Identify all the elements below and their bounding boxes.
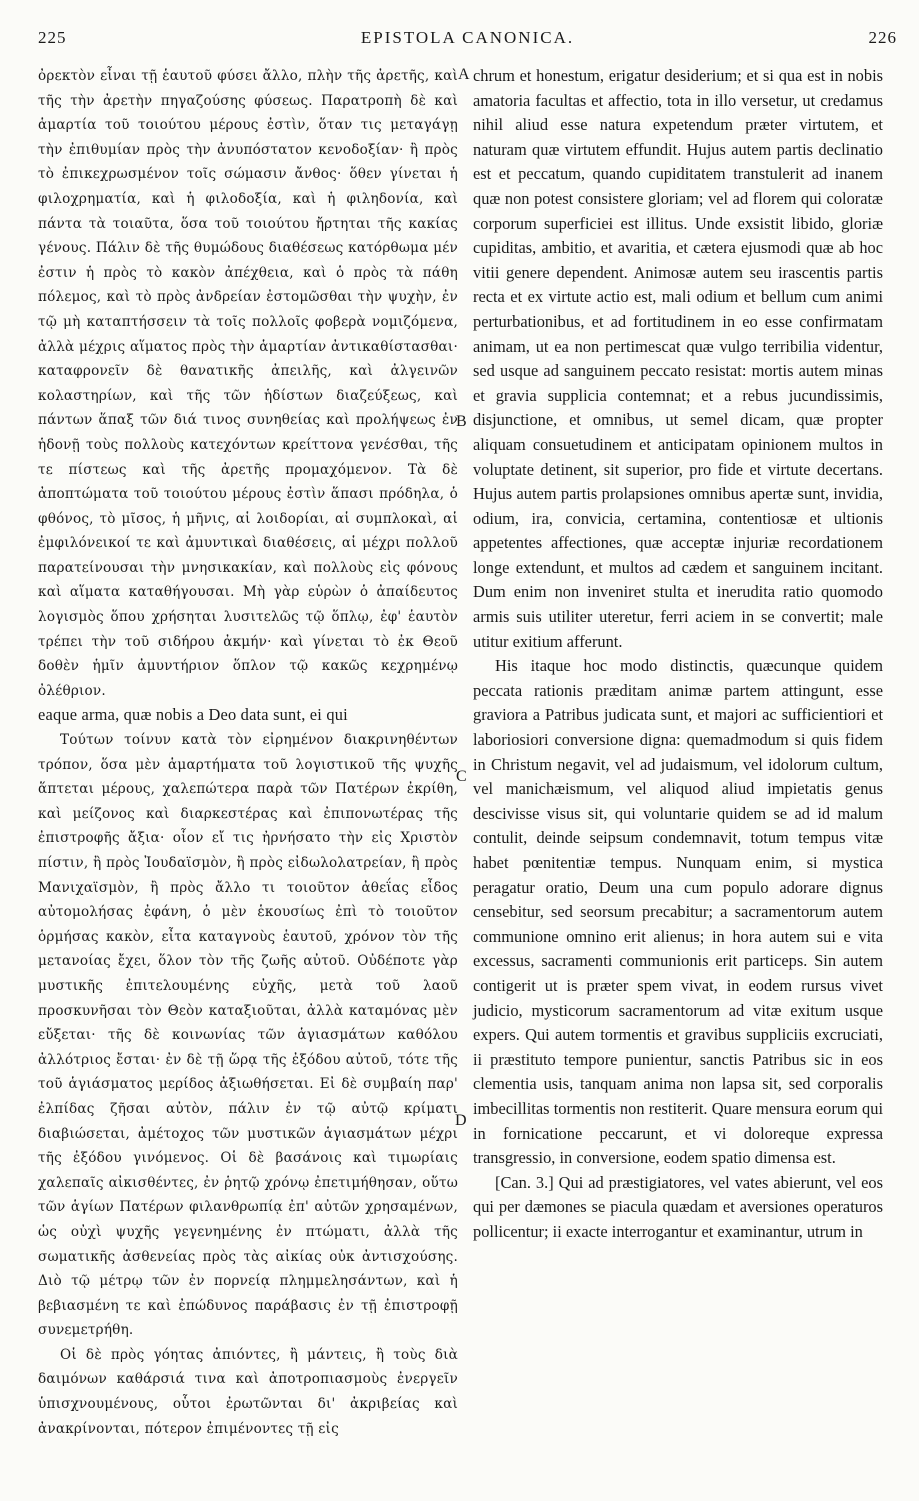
latin-column: [473, 64, 883, 1245]
greek-paragraph-2: Τούτων τοίνυν κατὰ τὸν εἰρημένον διακρινηθέντων τρόπον, ὅσα μὲν ἁμαρτήματα τοῦ λογιστικοῦ τῆς ψυχῆς ἅπτεται μέρους, χαλεπώτερα παρὰ τῶν Πατέρων ἐκρίθη, καὶ μείζονος καὶ διαρκεστέρας καὶ ἐπιπονωτέρας τῆς ἐπιστροφῆς ἄξια· οἷον εἴ τις ἠρνήσατο τὴν εἰς Χριστὸν πίστιν, ἢ πρὸς Ἰουδαϊσμὸν, ἢ πρὸς εἰδωλολατρείαν, ἢ πρὸς Μανιχαϊσμὸν, ἢ πρὸς ἄλλο τι τοιοῦτον ἀθεΐας εἶδος αὐτομολήσας ἐφάνη, ὁ μὲν ἑκουσίως ἐπὶ τὸ τοιοῦτον ὁρμήσας κακὸν, εἶτα καταγνοὺς ἑαυτοῦ, χρόνον τὸν τῆς μετανοίας ἔχει, ὅλον τὸν τῆς ζωῆς αὐτοῦ. Οὐδέποτε γὰρ μυστικῆς ἐπιτελουμένης εὐχῆς, μετὰ τοῦ λαοῦ προσκυνῆσαι τὸν Θεὸν καταξιοῦται, ἀλλὰ καταμόνας μὲν εὔξεται· τῆς δὲ κοινωνίας τῶν ἁγιασμάτων καθόλου ἀλλότριος ἔσται· ἐν δὲ τῇ ὥρᾳ τῆς ἐξόδου αὐτοῦ, τότε τῆς τοῦ ἁγιάσματος μερίδος ἀξιωθήσεται. Εἰ δὲ συμβαίη παρ' ἐλπίδας ζῆσαι αὐτὸν, πάλιν ἐν τῷ αὐτῷ κρίματι διαβιώσεται, ἀμέτοχος τῶν μυστικῶν ἁγιασμάτων μέχρι τῆς ἐξόδου γινόμενος. Οἱ δὲ βασάνοις καὶ τιμωρίαις χαλεπαῖς αἰκισθέντες, ἐν ῥητῷ χρόνῳ ἐπετιμήθησαν, οὕτω τῶν ἁγίων Πατέρων φιλανθρωπίᾳ ἐπ' αὐτῶν χρησαμένων, ὡς οὐχὶ ψυχῆς γεγενημένης ἐν πτώματι, ἀλλὰ τῆς σωματικῆς ἀσθενείας πρὸς τὰς αἰκίας οὐκ ἀντισχούσης. Διὸ τῷ μέτρῳ τῶν ἐν πορνείᾳ πλημμελησάντων, καὶ ἡ βεβιασμένη τε καὶ ἐπώδυνος παράβασις ἐν τῇ ἐπιστροφῇ συνεμετρήθη.: [38, 732, 458, 1339]
margin-marker-a: A: [458, 66, 470, 83]
latin-paragraph-3: [Can. 3.] Qui ad præstigiatores, vel vates abierunt, vel eos qui per dæmones se piacula quædam et aversiones operaturos pollicentur; ii exacte interrogantur et examinantur, utrum in: [473, 1172, 883, 1241]
margin-marker-c: C: [456, 768, 467, 785]
page-header: [38, 28, 897, 58]
running-title: EPISTOLA CANONICA.: [360, 28, 575, 47]
greek-paragraph-3: Οἱ δὲ πρὸς γόητας ἀπιόντες, ἢ μάντεις, ἢ τοὺς διὰ δαιμόνων καθάρσιά τινα καὶ ἀποτροπιασμοὺς ἐνεργεῖν ὑπισχνουμένους, οὗτοι ἐρωτῶνται δι' ἀκριβείας καὶ ἀνακρίνονται, πότερον ἐπιμένοντες τῇ εἰς: [38, 1346, 458, 1437]
latin-paragraph-1: chrum et honestum, erigatur desiderium; et si qua est in nobis amatoria facultas et affectio, tota in illo versetur, ut credamus nihil aliud esse natura expetendum præter virtutem, et naturam quæ virtutem effundit. Hujus autem partis declinatio est et peccatum, quando cupiditatem transtulerit ad inanem quæ non potest consistere gloriam; vel ad florem qui coloratæ corporum superficiei est illitus. Unde exsistit libido, gloriæ cupiditas, ambitio, et avaritia, et cætera ejusmodi quæ ab hoc vitii genere dependent. Animosæ autem seu irascentis partis recta et ex virtute actio est, mali odium et bellum cum animi perturbationibus, et ad fortitudinem in eo esse confirmatam animam, ut ea non pertimescat quæ vulgo terribilia videntur, sed usque ad sanguinem peccato resistat: mortis autem minas et gravia supplicia contemnat; et a rebus jucundissimis, disjunctione, et omnibus, ut semel dicam, quæ propter aliquam consuetudinem et anticipatam opinionem multos in voluptate detinent, sit superior, pro fide et virtute decertans. Hujus autem partis prolapsiones omnibus apertæ sunt, invidia, odium, ira, convicia, certamina, contentiosæ et ultionis appetentes affectiones, quæ acceptæ injuriæ recordationem longe extendunt, et multos ad cædem et sanguinem incitant. Dum enim non inveniret stulta et inerudita ratio quomodo armis suis utiliter uteretur, ferri aciem in se convertit; male utitur exitium afferunt.: [473, 66, 883, 651]
greek-paragraph-1: ὀρεκτὸν εἶναι τῇ ἑαυτοῦ φύσει ἄλλο, πλὴν τῆς ἀρετῆς, καὶ τῆς τὴν ἀρετὴν πηγαζούσης φύσεως. Παρατροπὴ δὲ καὶ ἁμαρτία τοῦ τοιούτου μέρους ἐστὶν, ὅταν τις μεταγάγῃ τὴν ἐπιθυμίαν πρὸς τὴν ἀνυπόστατον κενοδοξίαν· ἢ πρὸς τὸ ἐπικεχρωσμένον τοῖς σώμασιν ἄνθος· ὅθεν γίνεται ἡ φιλοχρηματία, καὶ ἡ φιλοδοξία, καὶ ἡ φιληδονία, καὶ πάντα τὰ τοιαῦτα, ὅσα τοῦ τοιούτου ἤρτηται τῆς κακίας γένους. Πάλιν δὲ τῆς θυμώδους διαθέσεως κατόρθωμα μέν ἐστιν ἡ πρὸς τὸ κακὸν ἀπέχθεια, καὶ ὁ πρὸς τὰ πάθη πόλεμος, καὶ τὸ πρὸς ἀνδρείαν ἐστομῶσθαι τὴν ψυχὴν, ἐν τῷ μὴ καταπτήσσειν τὰ τοῖς πολλοῖς φοβερὰ νομιζόμενα, ἀλλὰ μέχρις αἵματος πρὸς τὴν ἁμαρτίαν ἀντικαθίστασθαι· καταφρονεῖν δὲ θανατικῆς ἀπειλῆς, καὶ ἀλγεινῶν κολαστηρίων, καὶ τῆς τῶν ἡδίστων διαζεύξεως, καὶ πάντων ἅπαξ τῶν διά τινος συνηθείας καὶ προλήψεως ἐν ἡδονῇ τοὺς πολλοὺς κατεχόντων κρείττονα γενέσθαι, τῆς τε πίστεως καὶ τῆς ἀρετῆς προμαχόμενον. Τὰ δὲ ἀποπτώματα τοῦ τοιούτου μέρους ἐστὶν ἅπασι πρόδηλα, ὁ φθόνος, τὸ μῖσος, ἡ μῆνις, αἱ λοιδορίαι, αἱ συμπλοκαὶ, αἱ ἐμφιλόνεικοί τε καὶ ἀμυντικαὶ διαθέσεις, αἱ μέχρι πολλοῦ παρατείνουσαι τὴν μνησικακίαν, καὶ πολλοὺς εἰς φόνους καὶ αἵματα καταθήγουσαι. Μὴ γὰρ εὑρὼν ὁ ἀπαίδευτος λογισμὸς ὅπου χρήσηται λυσιτελῶς τῷ ὅπλῳ, ἐφ' ἑαυτὸν τρέπει τὴν τοῦ σιδήρου ἀκμήν· καὶ γίνεται τὸ ἐκ Θεοῦ δοθὲν ἡμῖν ἀμυντήριον ὅπλον τῷ κακῶς κεχρημένῳ ὀλέθριον.: [38, 68, 458, 699]
latin-paragraph-2: His itaque hoc modo distinctis, quæcunque quidem peccata rationis præditam animæ partem attingunt, esse graviora a Patribus judicata sunt, et majori ac sufficientiori et laboriosiori conversione digna: quemadmodum si quis fidem in Christum negavit, vel ad judaismum, vel idolorum cultum, vel manichæismum, vel aliquod aliud impietatis genus descivisse visus sit, qui voluntarie quidem se ad id malum contulit, deinde seipsum condemnavit, totum tempus vitæ habet pœnitentiæ tempus. Nunquam enim, si mystica peragatur oratio, Deum una cum populo adorare dignus censebitur, sed seorsum precabitur; a sacramentorum autem communione omnino erit alienus; in hora autem sui e vita excessus, sacramenti communionis erit particeps. Sin autem contigerit ut is præter spem vivat, in eodem rursus vivet judicio, mysticorum sacramentorum ad vitæ exitum usque expers. Qui autem tormentis et gravibus suppliciis excruciati, ii præstituto tempore punientur, sanctis Patribus sic in eos clementia usis, tanquam anima non lapsa sit, sed corporalis imbecillitas tormentis non restiterit. Quare mensura eorum qui in fornicatione peccarunt, et vi doloreque expressa transgressio, in conversione, eodem spatio dimensa est.: [473, 656, 883, 1168]
margin-marker-b: B: [456, 413, 467, 430]
page-number-left: 225: [38, 28, 67, 47]
greek-column: [38, 64, 458, 1441]
page-number-right: 226: [868, 28, 897, 47]
margin-marker-d: D: [455, 1112, 467, 1129]
latin-continuation-line: eaque arma, quæ nobis a Deo data sunt, ei qui: [38, 705, 348, 725]
